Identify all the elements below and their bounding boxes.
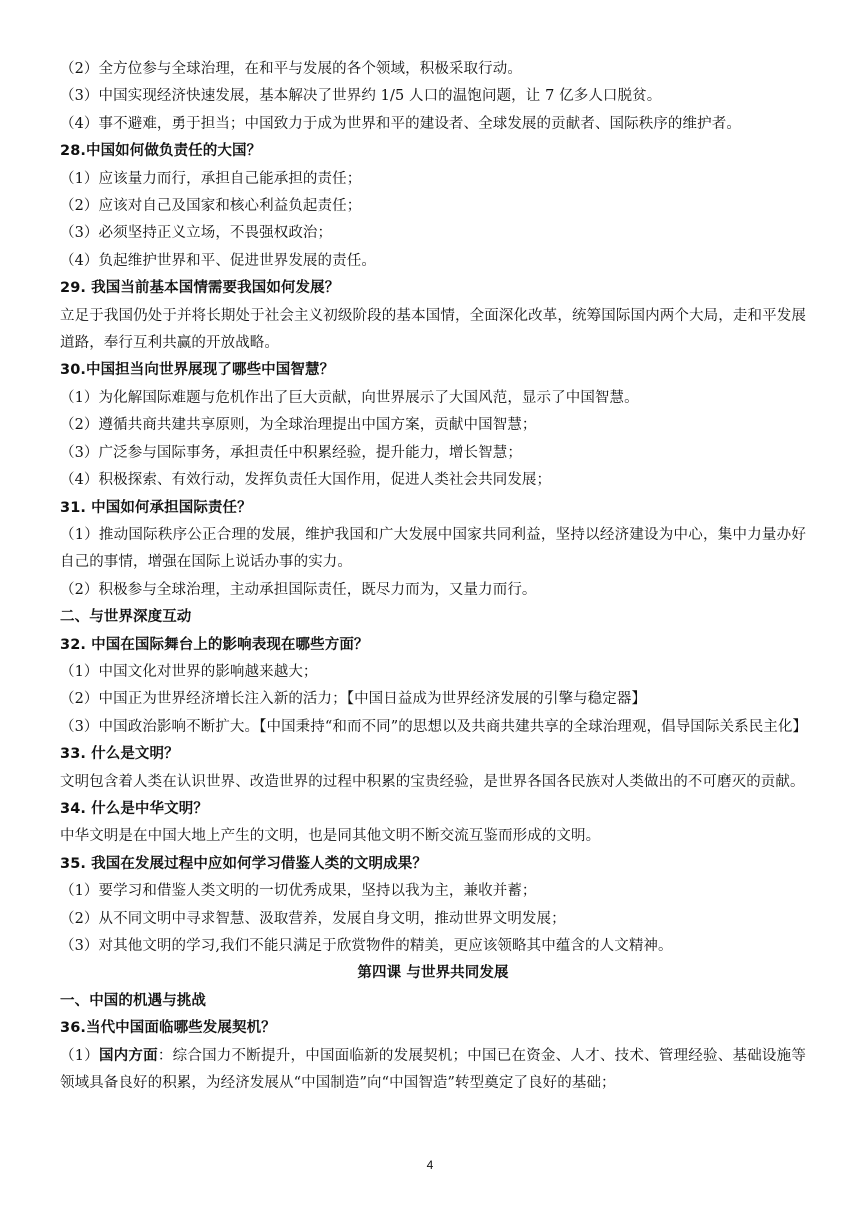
text-line: （2）中国正为世界经济增长注入新的活力；【中国日益成为世界经济发展的引擎与稳定器】 bbox=[60, 691, 647, 708]
question-heading: 28.中国如何做负责任的大国？ bbox=[60, 143, 262, 160]
paragraph bbox=[60, 1043, 806, 1098]
text-line: （2）应该对自己及国家和核心利益负起责任； bbox=[60, 198, 362, 215]
text-line: （1）要学习和借鉴人类文明的一切优秀成果，坚持以我为主，兼收并蓄； bbox=[60, 883, 537, 900]
question-heading: 32. 中国在国际舞台上的影响表现在哪些方面？ bbox=[60, 636, 369, 653]
paragraph: 立足于我国仍处于并将长期处于社会主义初级阶段的基本国情，全面深化改革，统筹国际国内两个大局，走和平发展道路，奉行互利共赢的开放战略。 bbox=[60, 307, 806, 352]
text-line: （3）必须坚持正义立场，不畏强权政治； bbox=[60, 225, 333, 242]
paragraph: （3）中国政治影响不断扩大。【中国秉持“和而不同”的思想以及共商共建共享的全球治理观，倡导国际关系民主化】 bbox=[60, 718, 808, 735]
page-number: 4 bbox=[426, 1158, 434, 1172]
lesson-title: 第四课 与世界共同发展 bbox=[357, 965, 509, 982]
question-heading: 34. 什么是中华文明？ bbox=[60, 800, 208, 817]
text-line: （4）积极探索、有效行动，发挥负责任大国作用，促进人类社会共同发展； bbox=[60, 472, 552, 489]
text-line: （2）积极参与全球治理，主动承担国际责任，既尽力而为，又量力而行。 bbox=[60, 581, 537, 598]
question-heading: 29. 我国当前基本国情需要我国如何发展？ bbox=[60, 280, 340, 297]
text-line: （2）从不同文明中寻求智慧、汲取营养，发展自身文明，推动世界文明发展； bbox=[60, 910, 566, 927]
text-line: （4）负起维护世界和平、促进世界发展的责任。 bbox=[60, 252, 376, 269]
text-line: 中华文明是在中国大地上产生的文明，也是同其他文明不断交流互鉴而形成的文明。 bbox=[60, 828, 601, 845]
text-line: （2）全方位参与全球治理，在和平与发展的各个领域，积极采取行动。 bbox=[60, 61, 522, 77]
text-line: （4）事不避难，勇于担当；中国致力于成为世界和平的建设者、全球发展的贡献者、国际秩序的维护者。 bbox=[60, 115, 741, 132]
section-heading: 二、与世界深度互动 bbox=[60, 609, 192, 626]
item-number: （1） bbox=[60, 1047, 99, 1064]
question-heading: 31. 中国如何承担国际责任？ bbox=[60, 499, 252, 516]
question-heading: 33. 什么是文明？ bbox=[60, 746, 179, 763]
text-line: （3）中国实现经济快速发展，基本解决了世界约 1/5 人口的温饱问题，让 7 亿多人口脱贫。 bbox=[60, 88, 662, 105]
text-line: （1）应该量力而行，承担自己能承担的责任； bbox=[60, 170, 362, 187]
question-heading: 36.当代中国面临哪些发展契机？ bbox=[60, 1020, 276, 1037]
question-heading: 30.中国担当向世界展现了哪些中国智慧？ bbox=[60, 362, 335, 379]
text-line: （1）中国文化对世界的影响越来越大； bbox=[60, 663, 318, 680]
document-page bbox=[60, 56, 806, 1097]
text-line: （3）对其他文明的学习,我们不能只满足于欣赏物件的精美，更应该领略其中蕴含的人文精神。 bbox=[60, 938, 673, 954]
text-line: （1）为化解国际难题与危机作出了巨大贡献，向世界展示了大国风范，显示了中国智慧。 bbox=[60, 389, 639, 406]
text-line: （3）广泛参与国际事务，承担责任中积累经验，提升能力，增长智慧； bbox=[60, 444, 522, 461]
item-text: ：综合国力不断提升，中国面临新的发展契机；中国已在资金、人才、技术、管理经验、基础设施等领域具备良好的积累，为经济发展从“中国制造”向“中国智造”转型奠定了良好的基础； bbox=[60, 1047, 806, 1092]
section-heading: 一、中国的机遇与挑战 bbox=[60, 992, 206, 1009]
paragraph: 文明包含着人类在认识世界、改造世界的过程中积累的宝贵经验，是世界各国各民族对人类做出的不可磨灭的贡献。 bbox=[60, 773, 805, 790]
paragraph: （1）推动国际秩序公正合理的发展，维护我国和广大发展中国家共同利益，坚持以经济建设为中心，集中力量办好自己的事情，增强在国际上说话办事的实力。 bbox=[60, 526, 806, 571]
text-line: （2）遵循共商共建共享原则，为全球治理提出中国方案，贡献中国智慧； bbox=[60, 417, 537, 434]
bold-term: 国内方面 bbox=[98, 1047, 158, 1064]
question-heading: 35. 我国在发展过程中应如何学习借鉴人类的文明成果？ bbox=[60, 855, 427, 872]
